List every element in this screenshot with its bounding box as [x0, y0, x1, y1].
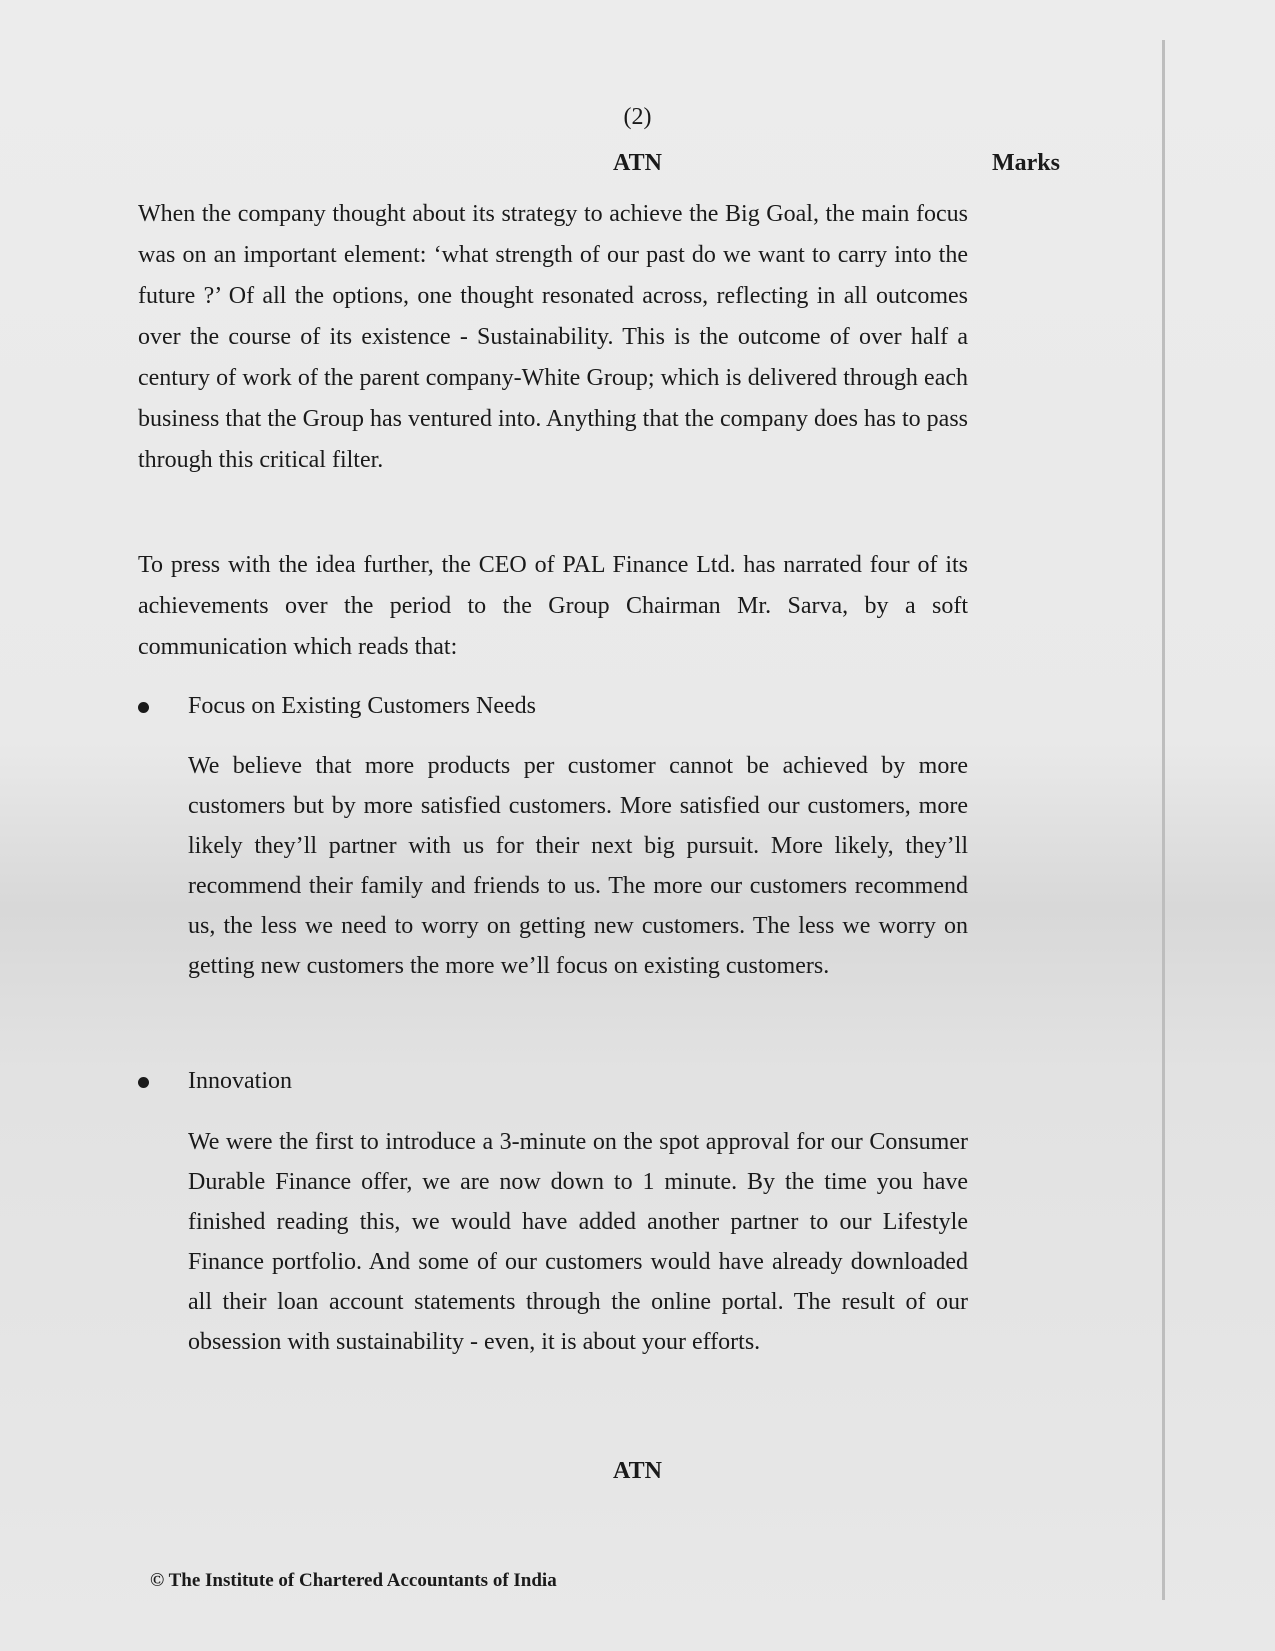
atn-header: ATN: [613, 150, 662, 176]
bullet-title: Focus on Existing Customers Needs: [188, 693, 536, 719]
page-number: (2): [623, 104, 652, 130]
page-edge-shadow: [1162, 40, 1165, 1600]
bullet-icon: [138, 1077, 149, 1088]
bullet-title: Innovation: [188, 1068, 292, 1094]
paragraph-strategy: When the company thought about its strategy to achieve the Big Goal, the main focus was on an important element: ‘what strength of our past do we want to carry into the future ?’ Of all the options, one thought resonated across, reflecting in all outcomes over the course of its existence - Sustainability. This is the outcome of over half a century of work of the parent company-White Group; which is delivered through each business that the Group has ventured into. Anything that the company does has to pass through this critical filter.: [138, 201, 968, 473]
bullet-body-customer-needs: We believe that more products per customer cannot be achieved by more customers but by more satisfied customers. More satisfied our customers, more likely they’ll partner with us for their next big pursuit. More likely, they’ll recommend their family and friends to us. The more our customers recommend us, the less we need to worry on getting new customers. The less we worry on getting new customers the more we’ll focus on existing customers.: [188, 753, 968, 979]
paragraph-ceo-narration: To press with the idea further, the CEO of PAL Finance Ltd. has narrated four of its achievements over the period to the Group Chairman Mr. Sarva, by a soft communication which reads that:: [138, 552, 968, 660]
copyright-notice: © The Institute of Chartered Accountants of India: [150, 1570, 557, 1591]
bullet-body-innovation: We were the first to introduce a 3-minute on the spot approval for our Consumer Durable Finance offer, we are now down to 1 minute. By the time you have finished reading this, we would have added another partner to our Lifestyle Finance portfolio. And some of our customers would have already downloaded all their loan account statements through the online portal. The result of our obsession with sustainability - even, it is about your efforts.: [188, 1129, 968, 1355]
marks-heading: Marks: [992, 150, 1060, 176]
atn-footer: ATN: [613, 1458, 662, 1484]
bullet-icon: [138, 702, 149, 713]
